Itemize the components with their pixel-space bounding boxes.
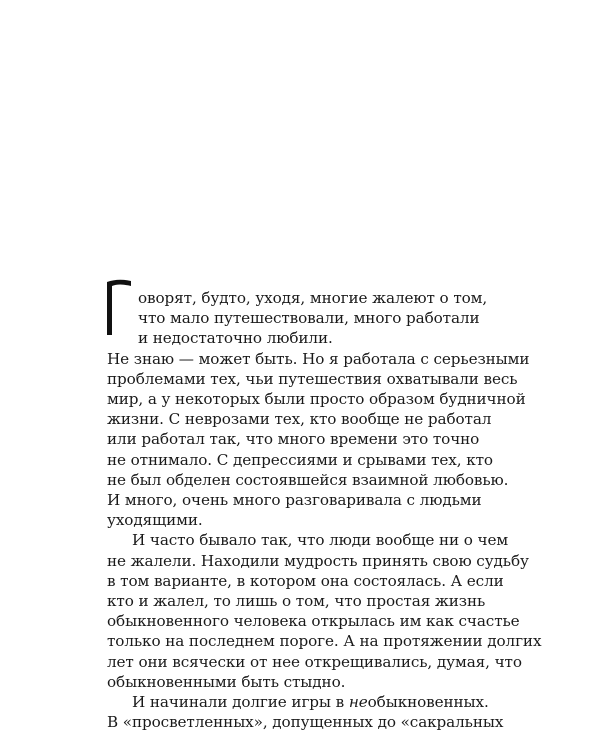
dropcap-letter	[104, 277, 134, 336]
text-line: лет они всячески от нее открещивались, думая, что	[107, 652, 522, 671]
text-line: оворят, будто, уходя, многие жалеют о том,	[138, 289, 488, 307]
text-line: мир, а у некоторых были просто образом будничной	[107, 390, 526, 408]
text-fragment: обыкновенных.	[367, 693, 489, 711]
text-line: Не знаю — может быть. Но я работала с серьезными	[107, 349, 530, 368]
text-line: не жалели. Находили мудрость принять свою судьбу	[107, 551, 529, 570]
text-line: или работал так, что много времени это точно	[107, 430, 480, 449]
text-line: обыкновенными быть стыдно.	[107, 672, 346, 691]
text-line: не отнимало. С депрессиями и срывами тех, кто	[107, 450, 493, 469]
text-line: и недостаточно любили.	[138, 329, 333, 348]
text-fragment: И начинали долгие игры в	[132, 693, 349, 711]
text-line: обыкновенного человека открылась им как счастье	[107, 612, 520, 631]
text-line: жизни. С неврозами тех, кто вообще не работал	[107, 410, 492, 429]
text-line: что мало путешествовали, много работали	[138, 309, 480, 328]
text-line: не был обделен состоявшейся взаимной любовью.	[107, 470, 509, 489]
text-line	[132, 691, 489, 713]
text-line: только на последнем пороге. А на протяжении долгих	[107, 632, 542, 651]
text-line: кто и жалел, то лишь о том, что простая жизнь	[107, 592, 486, 610]
text-line: в том варианте, в котором она состоялась. А если	[107, 571, 504, 590]
text-line: И часто бывало так, что люди вообще ни о чем	[132, 531, 509, 550]
emphasis-text: не	[348, 693, 368, 711]
text-line: И много, очень много разговаривала с людьми	[107, 491, 482, 509]
text-line: проблемами тех, чьи путешествия охватывали весь	[107, 369, 518, 388]
text-line: В «просветленных», допущенных до «сакральных	[107, 713, 504, 732]
text-line: уходящими.	[107, 511, 203, 530]
